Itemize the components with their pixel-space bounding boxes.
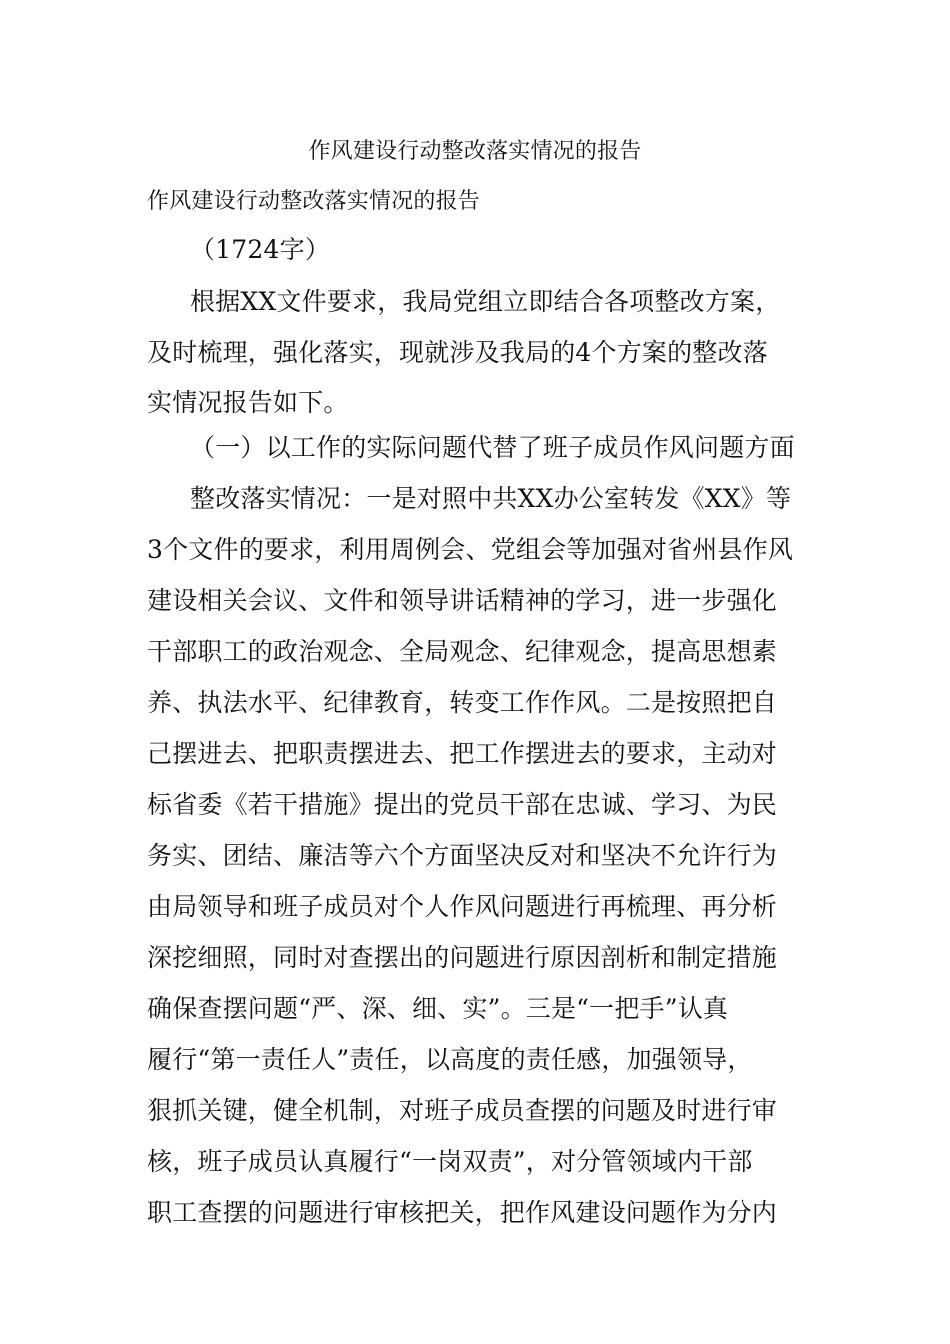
- paragraph-line: 深挖细照，同时对查摆出的问题进行原因剖析和制定措施: [147, 943, 778, 972]
- paragraph-line: 由局领导和班子成员对个人作风问题进行再梳理、再分析: [147, 892, 778, 921]
- word-count: （1724字）: [190, 235, 331, 264]
- paragraph-line: 确保查摆问题“严、深、细、实”。三是“一把手”认真: [147, 994, 729, 1023]
- paragraph-line: 标省委《若干措施》提出的党员干部在忠诚、学习、为民: [147, 790, 778, 819]
- paragraph-line: 狠抓关键，健全机制，对班子成员查摆的问题及时进行审: [147, 1096, 778, 1125]
- paragraph-line: 根据XX文件要求，我局党组立即结合各项整改方案，: [190, 287, 781, 316]
- paragraph-line: 整改落实情况：一是对照中共XX办公室转发《XX》等: [190, 484, 792, 513]
- document-title-repeat: 作风建设行动整改落实情况的报告: [147, 189, 481, 214]
- document-title: 作风建设行动整改落实情况的报告: [308, 139, 642, 164]
- paragraph-line: 及时梳理，强化落实，现就涉及我局的4个方案的整改落: [147, 338, 768, 367]
- paragraph-line: 己摆进去、把职责摆进去、把工作摆进去的要求，主动对: [147, 739, 778, 768]
- section-heading: （一）以工作的实际问题代替了班子成员作风问题方面: [190, 433, 795, 462]
- paragraph-line: 建设相关会议、文件和领导讲话精神的学习，进一步强化: [147, 586, 778, 615]
- paragraph-line: 职工查摆的问题进行审核把关，把作风建设问题作为分内: [147, 1198, 778, 1227]
- paragraph-line: 履行“第一责任人”责任，以高度的责任感，加强领导，: [147, 1045, 753, 1074]
- paragraph-line: 干部职工的政治观念、全局观念、纪律观念，提高思想素: [147, 637, 778, 666]
- paragraph-line: 实情况报告如下。: [147, 388, 349, 417]
- paragraph-line: 养、执法水平、纪律教育，转变工作作风。二是按照把自: [147, 688, 778, 717]
- paragraph-line: 核，班子成员认真履行“一岗双责”，对分管领域内干部: [147, 1147, 753, 1176]
- paragraph-line: 务实、团结、廉洁等六个方面坚决反对和坚决不允许行为: [147, 841, 778, 870]
- paragraph-line: 3个文件的要求，利用周例会、党组会等加强对省州县作风: [147, 535, 794, 564]
